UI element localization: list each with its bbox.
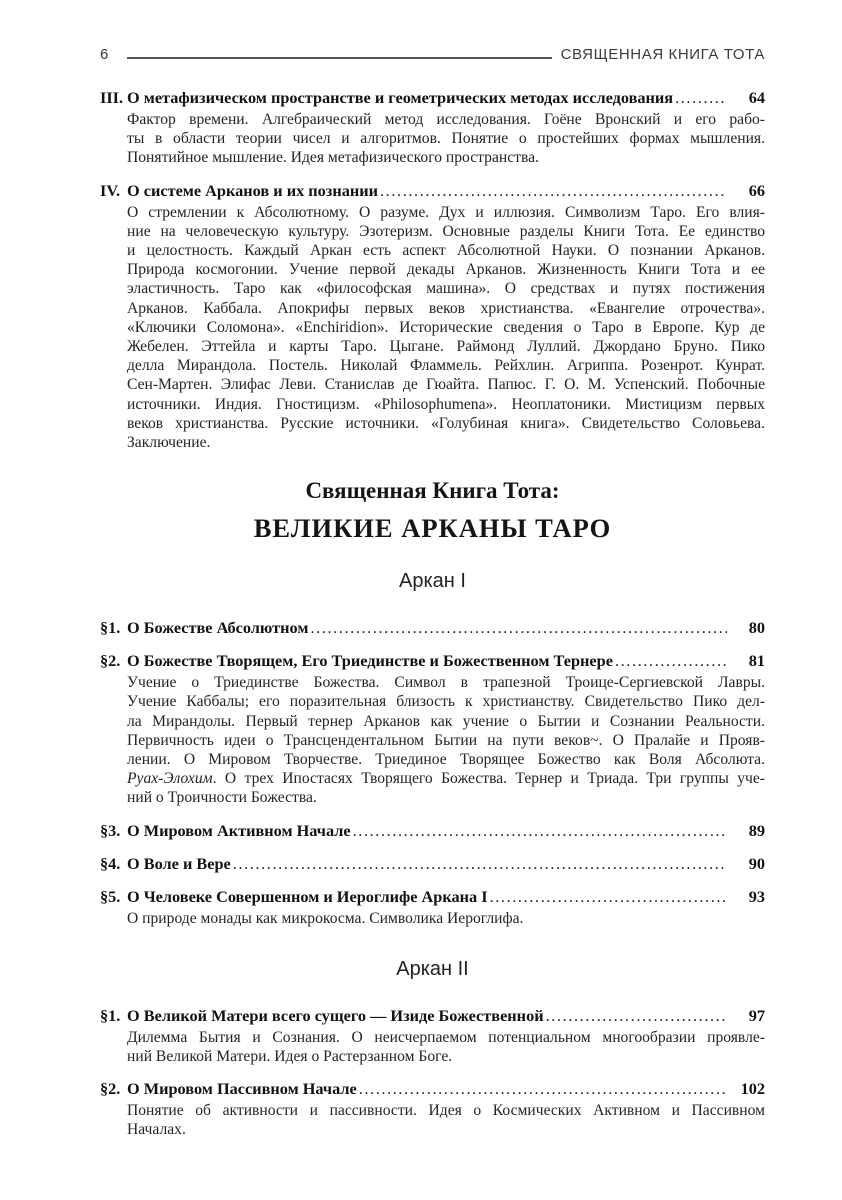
description-line: Сен-Мартен. Элифас Леви. Станислав де Гюайта. Папюс. Г. О. М. Успенский. Побочные [127, 376, 765, 394]
description-line: ний о Троичности Божества. [127, 789, 317, 807]
toc-entry-page: 97 [748, 1005, 765, 1025]
description-line: О природе монады как микрокосма. Символика Иероглифа. [127, 909, 524, 927]
toc-entry-line [100, 1005, 765, 1026]
section-title [100, 478, 765, 544]
dotted-leader [351, 820, 727, 841]
toc-entry-label: §1. [100, 618, 121, 638]
description-line: эластичность. Таро как «философская машина». О средствах и путях постижения [127, 280, 765, 298]
toc-entry-page: 93 [748, 886, 765, 906]
dotted-leader [231, 853, 727, 874]
toc-entry-title: О системе Арканов и их познании [127, 180, 379, 200]
description-line-rest: . О трех Ипостасях Творящего Божества. Тернер и Триада. Три группы уче- [212, 770, 765, 788]
dotted-leader [357, 1078, 727, 1099]
toc-entry-label: §2. [100, 1079, 121, 1099]
toc-entry-title: О Мировом Активном Начале [127, 820, 351, 840]
description-line: ний Великой Матери. Идея о Растерзанном Боге. [127, 1048, 453, 1066]
toc-entry-label: §3. [100, 820, 121, 840]
toc-entry-description [127, 673, 765, 807]
page-number: 6 [100, 46, 109, 63]
description-line: Первичность идеи о Трансцендентальном Бытии на пути веков~. О Пралайе и Прояв- [127, 731, 765, 749]
toc-entry-page: 90 [748, 853, 765, 873]
toc-entry-description [127, 203, 765, 453]
toc-entry-title: О Великой Матери всего сущего — Изиде Божественной [127, 1005, 544, 1025]
description-line: Фактор времени. Алгебраический метод исследования. Гоёне Вронский и его рабо- [127, 111, 765, 128]
toc-entry-a1-s3 [100, 820, 765, 841]
description-line: Понятийное мышление. Идея метафизического пространства. [127, 149, 539, 167]
section-title-line1: Священная Книга Тота: [305, 478, 560, 504]
running-title: СВЯЩЕННАЯ КНИГА ТОТА [560, 46, 765, 63]
toc-entry-title: О Человеке Совершенном и Иероглифе Аркана I [127, 886, 488, 906]
toc-entry-label: §2. [100, 651, 121, 671]
toc-entry-line [100, 617, 765, 638]
toc-entry-description [127, 1101, 765, 1139]
italic-term: Руах-Элохим [127, 770, 213, 788]
toc-entry-a2-s1 [100, 1005, 765, 1066]
toc-entry-label: IV. [100, 180, 121, 200]
description-line: Учение о Триединстве Божества. Символ в трапезной Троице-Сергиевской Лавры. [127, 674, 765, 692]
description-line: Дилемма Бытия и Сознания. О неисчерпаемом потенциальном многообразии проявле- [127, 1028, 765, 1046]
arcan-1-heading: Аркан I [399, 570, 466, 593]
toc-entry-title: О Мировом Пассивном Начале [127, 1079, 357, 1099]
toc-entry-page: 66 [748, 180, 765, 200]
description-line: О стремлении к Абсолютному. О разуме. Дух и иллюзия. Символизм Таро. Его влия- [127, 203, 765, 221]
arcan-2-heading: Аркан II [396, 957, 469, 980]
toc-entry-line [100, 886, 765, 907]
toc-entry-label: §5. [100, 886, 121, 906]
description-line: Учение Каббалы; его поразительная близость к христианству. Свидетельство Пико дел- [127, 693, 765, 711]
toc-entry-label: §1. [100, 1005, 121, 1025]
description-line: Арканов. Каббала. Апокрифы первых веков христианства. «Евангелие отрочества». [127, 299, 765, 317]
description-line: веков христианства. Русские источники. «Голубиная книга». Свидетельство Соловьева. [127, 414, 765, 432]
description-line: «Ключики Соломона». «Enchiridion». Исторические сведения о Таро в Европе. Кур де [127, 318, 765, 336]
toc-entry-iv [100, 180, 765, 453]
toc-entry-description [127, 909, 765, 928]
toc-entry-a2-s2 [100, 1078, 765, 1139]
toc-entry-title: О Божестве Абсолютном [127, 618, 309, 638]
description-line: ты в области теории чисел и алгоритмов. Понятие о простейших формах мышления. [127, 130, 765, 148]
description-line: и целостность. Каждый Аркан есть аспект Абсолютной Науки. О познании Арканов. [127, 242, 765, 260]
description-line: Природа космогонии. Учение первой декады Арканов. Жизненность Книги Тота и ее [127, 261, 765, 279]
toc-entry-line [100, 650, 765, 671]
toc-entry-title: О метафизическом пространстве и геометрических методах исследования [127, 88, 674, 107]
header-rule [127, 57, 552, 59]
description-line: Понятие об активности и пассивности. Идея о Космических Активном и Пассивном [127, 1102, 765, 1120]
description-line: лении. О Мировом Творчестве. Триединое Творящее Божество как Воля Абсолюта. [127, 751, 765, 769]
description-line: Жебелен. Эттейла и карты Таро. Цыгане. Раймонд Луллий. Джордано Бруно. Пико [127, 338, 765, 356]
toc-entry-iii [100, 87, 765, 168]
toc-entry-title: О Воле и Вере [127, 853, 231, 873]
toc-entry-line [100, 180, 765, 201]
toc-entry-line [100, 820, 765, 841]
toc-entry-page: 81 [748, 651, 765, 671]
description-line: ние на человеческую культуру. Эзотеризм. Основные разделы Книги Тота. Ее единство [127, 222, 765, 240]
description-line: Заключение. [127, 434, 211, 452]
dotted-leader [488, 886, 727, 907]
description-line: ла Мирандолы. Первый тернер Арканов как учение о Бытии и Сознании Реальности. [127, 712, 765, 730]
toc-entry-a1-s4 [100, 853, 765, 874]
toc-entry-page: 102 [740, 1079, 765, 1099]
toc-entry-page: 64 [748, 88, 765, 107]
toc-entry-description [127, 110, 765, 168]
toc-entry-title: О Божестве Творящем, Его Триединстве и Божественном Тернере [127, 651, 613, 671]
toc-entry-page: 89 [748, 820, 765, 840]
toc-entry-line [100, 1078, 765, 1099]
description-line: источники. Индия. Гностицизм. «Philosophumena». Неоплатоники. Мистицизм первых [127, 395, 765, 413]
toc-entry-description [127, 1028, 765, 1066]
section-title-line2: ВЕЛИКИЕ АРКАНЫ ТАРО [253, 513, 612, 544]
dotted-leader [613, 650, 727, 671]
toc-entry-a1-s5 [100, 886, 765, 928]
toc-entry-line [100, 87, 765, 108]
description-line: делла Мирандола. Постель. Николай Фламмель. Рейхлин. Агриппа. Розенрот. Кунрат. [127, 357, 765, 375]
page-header [100, 46, 765, 63]
toc-entry-label: III. [100, 88, 124, 107]
toc-entry-page: 80 [748, 618, 765, 638]
dotted-leader [308, 617, 727, 638]
toc-entry-line [100, 853, 765, 874]
dotted-leader [544, 1005, 727, 1026]
toc-entry-a1-s2 [100, 650, 765, 807]
dotted-leader [378, 180, 727, 201]
toc-entry-a1-s1 [100, 617, 765, 638]
description-line [127, 769, 765, 788]
toc-entry-label: §4. [100, 853, 121, 873]
dotted-leader [673, 87, 727, 108]
description-line: Началах. [127, 1121, 186, 1139]
